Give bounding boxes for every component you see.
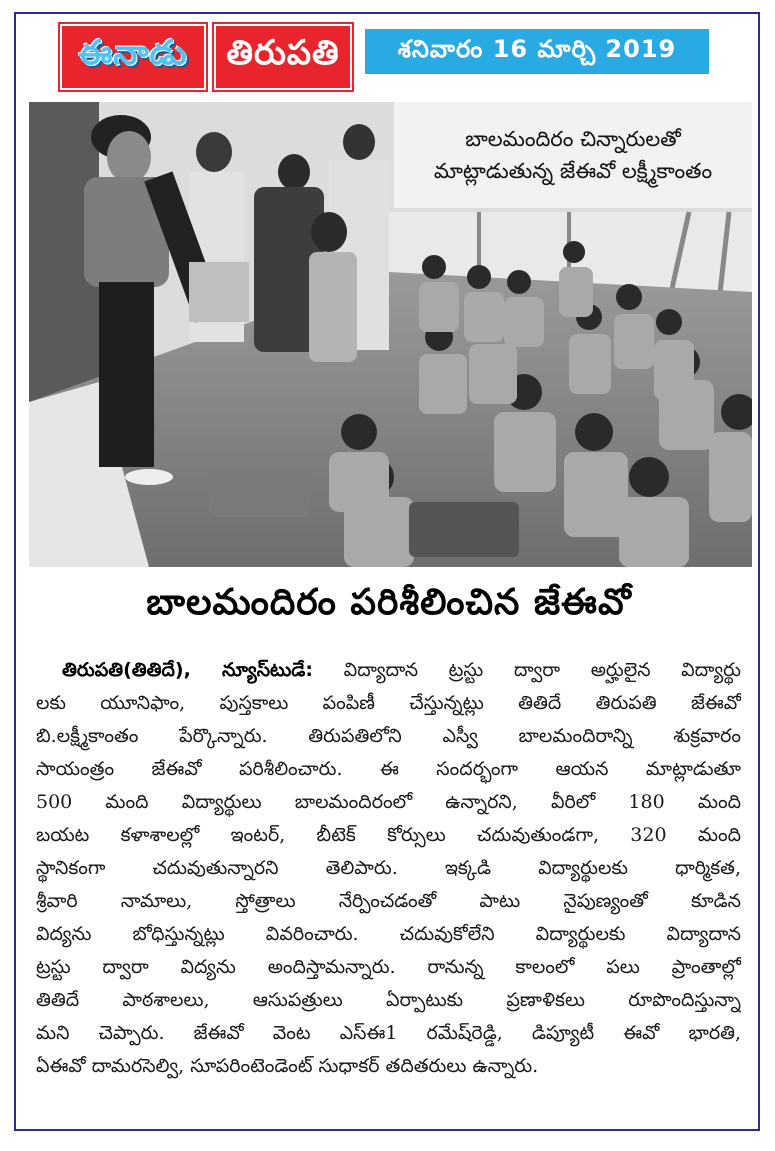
body-line: తిరుపతి(తితిదే), న్యూస్‌టుడే: విద్యాదాన ట్రస్టు ద్వారా అర్హులైన విద్యార్థు	[62, 659, 741, 681]
body-line: స్థానికంగా చదువుతున్నారని తెలిపారు. ఇక్కడి విద్యార్థులకు ధార్మికత,	[36, 857, 741, 879]
issue-date: శనివారం 16 మార్చి 2019	[397, 34, 677, 63]
body-line: బయట కళాశాలల్లో ఇంటర్, బీటెక్ కోర్సులు చదువుతుండగా, 320 మంది	[36, 824, 741, 846]
body-line: విద్యను బోధిస్తున్నట్లు వివరించారు. చదువుకోలేని విద్యార్థులకు విద్యాదాన	[36, 923, 741, 945]
newspaper-clipping-frame	[14, 12, 760, 1131]
news-photo	[29, 102, 752, 567]
masthead-title: ఈనాడు	[78, 33, 188, 73]
body-line: తితిదే పాఠశాలలు, ఆసుపత్రులు ఏర్పాటుకు ప్రణాళికలు రూపొందిస్తున్నా	[36, 989, 741, 1011]
dateline: తిరుపతి(తితిదే), న్యూస్‌టుడే:	[62, 659, 313, 681]
article-body	[36, 654, 741, 1083]
caption-line-2: మాట్లాడుతున్న జేఈవో లక్ష్మీకాంతం	[433, 159, 713, 183]
body-line: 500 మంది విద్యార్థులు బాలమందిరంలో ఉన్నారని, వీరిలో 180 మంది	[36, 791, 741, 813]
body-line: ట్రస్టు ద్వారా విద్యను అందిస్తామన్నారు. రానున్న కాలంలో పలు ప్రాంతాల్లో	[36, 956, 741, 978]
body-line: ఏఈవో దామరసెల్వి, సూపరింటెండెంట్ సుధాకర్ తదితరులు ఉన్నారు.	[36, 1055, 539, 1077]
body-line: బి.లక్ష్మీకాంతం పేర్కొన్నారు. తిరుపతిలోని ఎస్వీ బాలమందిరాన్ని శుక్రవారం	[36, 725, 741, 747]
photo-caption	[394, 102, 752, 208]
edition-logo	[214, 24, 352, 90]
body-line: మని చెప్పారు. జేఈవో వెంట ఎస్ఈ1 రమేష్‌రెడ్డి, డిప్యూటీ ఈవో భారతి,	[36, 1022, 741, 1044]
article-headline: బాలమందిరం పరిశీలించిన జేఈవో	[146, 582, 632, 623]
edition-title: తిరుపతి	[226, 33, 340, 73]
body-line: లకు యూనిఫాం, పుస్తకాలు పంపిణీ చేస్తున్నట్లు తితిదే తిరుపతి జేఈవో	[36, 692, 741, 714]
body-line: సాయంత్రం జేఈవో పరిశీలించారు. ఈ సందర్భంగా ఆయన మాట్లాడుతూ	[36, 758, 741, 780]
body-line: శ్రీవారి నామాలు, స్తోత్రాలు నేర్పించడంతో పాటు నైపుణ్యంతో కూడిన	[36, 890, 741, 912]
date-banner	[365, 29, 709, 74]
eenadu-masthead-logo	[60, 24, 206, 90]
caption-line-1: బాలమందిరం చిన్నారులతో	[465, 126, 681, 151]
